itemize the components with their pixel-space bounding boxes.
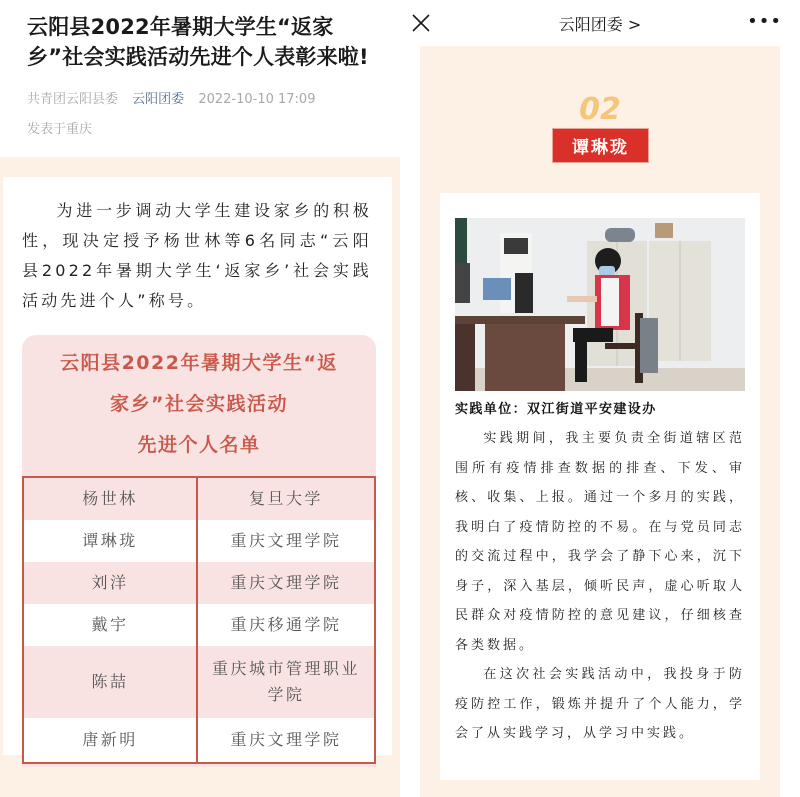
name-cell: 谭琳珑 (24, 520, 198, 562)
article-datetime: 2022-10-10 17:09 (198, 92, 316, 107)
photo-illustration (455, 218, 745, 391)
profile-body-text (455, 424, 745, 749)
profile-number: 02 (579, 92, 621, 127)
practice-unit-caption: 实践单位：双江街道平安建设办 (455, 402, 657, 417)
list-title-line: 家乡”社会实践活动 (110, 393, 288, 415)
more-icon: ••• (747, 11, 782, 32)
name-cell: 唐新明 (24, 718, 198, 762)
name-cell: 杨世林 (24, 478, 198, 520)
article-meta (27, 88, 325, 107)
article-title: 云阳县2022年暑期大学生“返家乡”社会实践活动先进个人表彰来啦! (27, 15, 369, 69)
list-title-line: 云阳县2022年暑期大学生“返 (60, 352, 338, 374)
list-title-line: 先进个人名单 (137, 434, 261, 456)
profile-photo (455, 218, 745, 391)
table-row (24, 646, 374, 718)
table-row (24, 520, 374, 562)
more-options-button[interactable] (747, 12, 782, 32)
table-row (24, 718, 374, 762)
name-cell: 戴宇 (24, 604, 198, 646)
account-title-link[interactable]: 云阳团委 > (558, 15, 642, 34)
top-navigation-bar (400, 0, 800, 46)
honor-table (22, 476, 376, 764)
table-row (24, 604, 374, 646)
name-cell: 陈喆 (24, 646, 198, 718)
name-cell: 刘洋 (24, 562, 198, 604)
school-cell: 重庆文理学院 (230, 531, 342, 550)
profile-name-tag: 谭琳珑 (552, 128, 649, 163)
table-row (24, 478, 374, 520)
body-paragraph (455, 660, 745, 749)
school-cell: 重庆文理学院 (230, 730, 342, 749)
paragraph-text: 实践期间，我主要负责全街道辖区范围所有疫情排查数据的排查、下发、审核、收集、上报。通过一个多月的实践，我明白了疫情防控的不易。在与党员同志的交流过程中，我学会了静下心来，沉下身子，深入基层，倾听民声，虚心听取人民群众对疫情防控的意见建议，仔细核查各类数据。 (455, 431, 745, 653)
account-link[interactable]: 云阳团委 (132, 92, 185, 107)
article-author: 共青团云阳县委 (27, 92, 119, 107)
school-cell: 重庆城市管理职业学院 (211, 659, 360, 704)
table-row (24, 562, 374, 604)
intro-text: 为进一步调动大学生建设家乡的积极性，现决定授予杨世林等6名同志“云阳县2022年暑期大学生‘返家乡’社会实践活动先进个人”称号。 (22, 201, 372, 310)
body-paragraph (455, 424, 745, 660)
honor-list-title (22, 343, 376, 466)
paragraph-text: 在这次社会实践活动中，我投身于防疫防控工作，锻炼并提升了个人能力，学会了从实践学习，从学习中实践。 (455, 667, 745, 741)
intro-paragraph (22, 196, 372, 316)
school-cell: 重庆文理学院 (230, 573, 342, 592)
article-location: 发表于重庆 (27, 122, 93, 137)
school-cell: 复旦大学 (248, 489, 323, 508)
school-cell: 重庆移通学院 (230, 615, 342, 634)
